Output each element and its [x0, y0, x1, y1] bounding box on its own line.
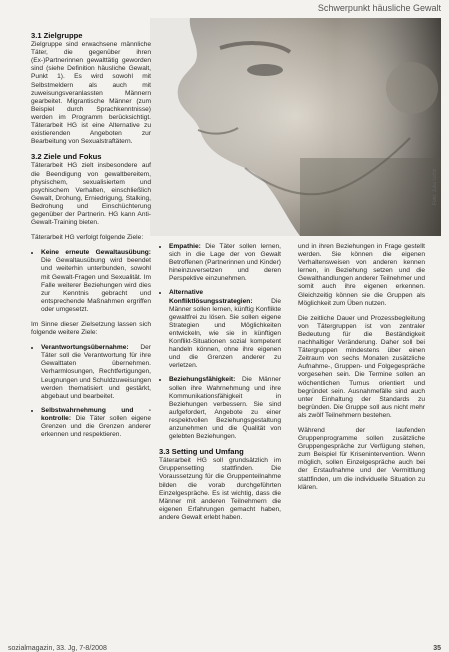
list-item [41, 249, 151, 314]
text-column-2 [159, 243, 281, 529]
list-item [41, 344, 151, 401]
bullet-text: Die Täter sollen lernen, sich in die Lage der von Gewalt Betroffenen (Partnerinnen und Kinder) hineinzuversetzen und deren Perspektive einzunehmen. [169, 243, 281, 283]
paragraph: Zielgruppe sind erwachsene männliche Täter, die gegenüber ihren (Ex-)Partnerinnen gewalttätig geworden sind (siehe Definition häusliche Gewalt, Punkt 1). Es wird sowohl mit Selbstmeldern als auch mit zuweisungsveranlassten Männern gearbeitet. Migrantische Männer (zum Beispiel durch Sprachkenntnisse) werden im Programm berücksichtigt. Täterarbeit HG ist eine Alternative zu existierenden Angeboten zur Bearbeitung von Sexualstraftätern. [31, 41, 151, 146]
paragraph: und in ihren Beziehungen in Frage gestellt werden. Sie können die eigenen Verhaltensweisen von anderen kennen lernen, in Beziehung setzen und die Gewalthandlungen anderer Teilnehmer und somit auch ihre eigenen erkennen. Gleichzeitig können sie die Gruppen als Möglichkeit zum Üben nutzen. [298, 243, 425, 307]
list-item [41, 407, 151, 439]
page-number: 35 [433, 645, 441, 652]
bullet-term: Beziehungsfähigkeit: [169, 376, 236, 384]
paragraph: Täterarbeit HG zielt insbesondere auf die Beendigung von gewaltbereitem, physischem, sexualisiertem und psychischem Verhalten, einschließlich Gewalt, Drohung, Erniedrigung, Stalking, Bedrohung und Einschüchterung gegenüber der Partnerin. HG kann Anti-Gewalt-Training bieten. [31, 162, 151, 227]
section-heading: 3.2 Ziele und Fokus [31, 152, 102, 162]
man-profile-photo [150, 18, 441, 236]
list-item [169, 289, 281, 370]
bullet-text: Die Männer sollen lernen, künftig Konflikte gewaltfrei zu lösen. Sie sollen eigene Strategien und Möglichkeiten entwickeln, wie sie in künftigen Konflikt-Situationen sozial kompetent handeln können, ohne ihre eigenen und die Grenzen anderer zu verletzen. [169, 297, 281, 370]
section-heading: 3.3 Setting und Umfang [159, 447, 244, 457]
paragraph: Im Sinne dieser Zielsetzung lassen sich folgende weitere Ziele: [31, 321, 151, 337]
paragraph: Während der laufenden Gruppenprogramme sollen zusätzliche Gruppengespräche zur Verfügung stehen, zum Beispiel für Krisenintervention. Wenn möglich, sollen Einzelgespräche auch bei der Erstaufnahme und der Vermittlung stattfinden, um die individuelle Situation zu klären. [298, 426, 425, 491]
list-item [169, 376, 281, 441]
paragraph: Die zeitliche Dauer und Prozessbegleitung von Tätergruppen ist von zentraler Bedeutung für die Beständigkeit nachhaltiger Veränderung. Daher soll bei Tätergruppen mindestens über einen Zeitraum von sechs Monaten zusätzliche Aufnahme-, Gruppen- und Folgegespräche vorgesehen sein. Die Termine sollen an wöchentlichen Turnus orientiert und begründet sein. Ausnahmefälle sind auch unter Einhaltung der Standards zu begründen. Die Gruppe soll aus nicht mehr als zwölf Teilnehmern bestehen. [298, 314, 425, 419]
bullet-term: Alternative Konfliktlösungsstrategien: [169, 289, 253, 305]
bullet-term: Verantwortungsübernahme: [41, 344, 129, 352]
list-item [169, 243, 281, 283]
paragraph: Täterarbeit HG soll grundsätzlich im Gruppensetting stattfinden. Die Voraussetzung für die Gruppenteilnahme bilden die vorab durchgeführten Einzelgespräche. Es ist wichtig, dass die Männer mit anderen Teilnehmern die eigenen Erfahrungen gemacht haben, andere Gewalt erlebt haben. [159, 457, 281, 521]
text-column-1 [31, 32, 151, 446]
text-column-3 [298, 243, 425, 499]
goal-list [159, 243, 281, 441]
paragraph: Täterarbeit HG verfolgt folgende Ziele: [31, 234, 144, 242]
section-heading: 3.1 Zielgruppe [31, 31, 83, 40]
bullet-term: Empathie: [169, 243, 201, 250]
bullet-term: Keine erneute Gewaltausübung: [41, 249, 151, 257]
bullet-text: Die Täter sollen eigene Grenzen und die Grenzen anderer erkennen und respektieren. [41, 414, 151, 439]
bullet-text: Der Täter soll die Verantwortung für ihre Gewalttaten übernehmen. Verharmlosungen, Rechtfertigungen, Leugnungen und Schuldzuweisungen werden thematisiert und gestärkt, abgebaut und bearbeitet. [41, 344, 151, 400]
bullet-text: Die Männer sollen ihre Wahrnehmung und ihre Kommunikationsfähigkeit in Beziehungen verbessern. Sie sind aufgefordert, Angebote zu einer respektvollen Beziehungsgestaltung anzunehmen und die Qualität von gelebten Beziehungen. [169, 376, 281, 441]
running-head: Schwerpunkt häusliche Gewalt [317, 3, 441, 13]
photo-credit: Foto: Julia Lichti [432, 168, 438, 205]
goal-list [31, 344, 151, 439]
bullet-text: Die Gewaltausübung wird beendet und weiterhin unterbunden, sowohl mit Gewalt-Fragen und Sexualität. Im Falle weiterer Beziehungen wird dies zur Kenntnis gebracht und entsprechende Maßnahmen ergriffen oder umgesetzt. [41, 257, 151, 313]
goal-list [31, 249, 151, 314]
bullet-term: Selbstwahrnehmung und -kontrolle: [41, 406, 151, 422]
footer-source: sozialmagazin, 33. Jg, 7-8/2008 [8, 645, 107, 652]
